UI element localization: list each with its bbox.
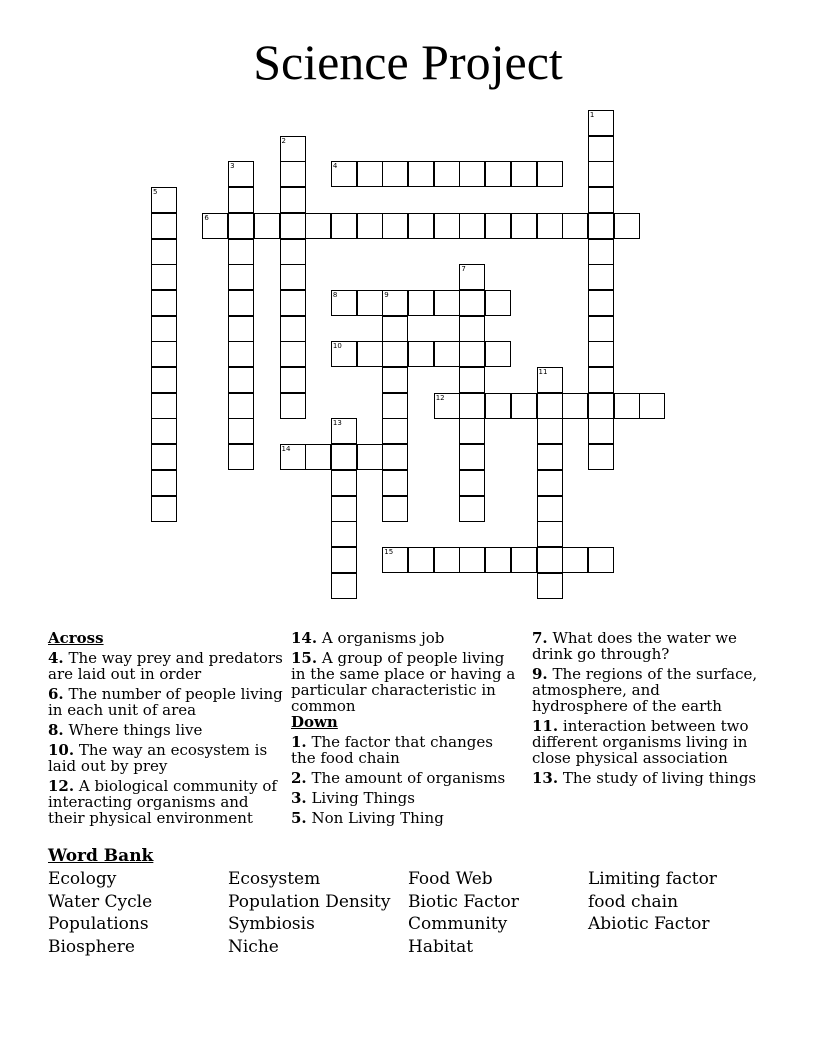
crossword-cell[interactable] [485, 213, 511, 239]
clue-number: 1 [589, 111, 595, 119]
across-clue-15: 15. A group of people living in the same place or having a particular characteristic in common [291, 649, 516, 715]
crossword-cell[interactable] [228, 418, 254, 444]
down-clue-1: 1. The factor that changes the food chain [291, 733, 493, 767]
clue-number: 11 [538, 368, 548, 376]
crossword-cell[interactable] [408, 161, 434, 187]
crossword-cell[interactable] [331, 573, 357, 599]
crossword-cell[interactable] [280, 213, 306, 239]
crossword-cell[interactable] [382, 316, 408, 342]
word-bank-item: Symbiosis [228, 914, 315, 935]
crossword-cell[interactable] [459, 213, 485, 239]
crossword-cell[interactable] [588, 444, 614, 470]
word-bank-item: Water Cycle [48, 891, 153, 912]
across-clue-6: 6. The number of people living in each unit of area [48, 685, 283, 719]
down-clue-13: 13. The study of living things [532, 769, 757, 787]
crossword-cell[interactable] [331, 341, 357, 367]
crossword-cell[interactable] [151, 367, 177, 393]
crossword-cell[interactable] [537, 367, 563, 393]
crossword-cell[interactable] [382, 290, 408, 316]
crossword-cell[interactable] [382, 547, 408, 573]
clue-number: 7 [461, 265, 466, 274]
clue-number: 14 [281, 445, 291, 454]
crossword-cell[interactable] [459, 367, 485, 393]
down-clue-9: 9. The regions of the surface, atmosphere, and hydrosphere of the earth [532, 665, 758, 715]
crossword-cell[interactable] [331, 496, 357, 522]
crossword-cell[interactable] [511, 161, 537, 187]
page-title: Science Project [253, 34, 563, 90]
crossword-cell[interactable] [588, 367, 614, 393]
crossword-cell[interactable] [254, 213, 280, 239]
crossword-cell[interactable] [537, 470, 563, 496]
clue-number: 3 [230, 162, 235, 171]
crossword-cell[interactable] [485, 161, 511, 187]
across-clue-14: 14. A organisms job [291, 629, 445, 647]
crossword-cell[interactable] [228, 239, 254, 265]
crossword-cell[interactable] [588, 161, 614, 187]
crossword-cell[interactable] [382, 444, 408, 470]
word-bank-heading: Word Bank [48, 846, 154, 866]
word-bank-item: Biosphere [48, 936, 135, 957]
crossword-cell[interactable] [280, 264, 306, 290]
crossword-cell[interactable] [588, 187, 614, 213]
clue-number: 6 [204, 213, 209, 222]
crossword-cell[interactable] [537, 573, 563, 599]
clues-column-3 [532, 630, 758, 786]
crossword-cell[interactable] [408, 547, 434, 573]
crossword-cell[interactable] [434, 213, 460, 239]
word-bank-item: Ecosystem [228, 869, 321, 889]
crossword-cell[interactable] [151, 264, 177, 290]
crossword-cell[interactable] [357, 161, 383, 187]
crossword-cell[interactable] [562, 213, 588, 239]
word-bank-item: Niche [228, 936, 279, 957]
crossword-cell[interactable] [537, 161, 563, 187]
crossword-cell[interactable] [434, 161, 460, 187]
clue-number: 10 [332, 342, 342, 351]
crossword-cell[interactable] [280, 239, 306, 265]
crossword-cell[interactable] [434, 393, 460, 419]
crossword-cell[interactable] [537, 393, 563, 419]
crossword-cell[interactable] [151, 341, 177, 367]
word-bank-item: Population Density [228, 891, 391, 912]
crossword-cell[interactable] [382, 367, 408, 393]
crossword-cell[interactable] [228, 290, 254, 316]
word-bank-item: Biotic Factor [408, 891, 519, 912]
crossword-cell[interactable] [588, 393, 614, 419]
word-bank-column-4 [588, 868, 717, 936]
crossword-cell[interactable] [511, 213, 537, 239]
word-bank-item: Limiting factor [588, 869, 717, 889]
word-bank-item: Food Web [408, 869, 493, 889]
crossword-cell[interactable] [588, 110, 614, 136]
crossword-cell[interactable] [434, 547, 460, 573]
crossword-cell[interactable] [331, 470, 357, 496]
crossword-cell[interactable] [280, 341, 306, 367]
crossword-cell[interactable] [485, 393, 511, 419]
crossword-cell[interactable] [408, 341, 434, 367]
crossword-cell[interactable] [562, 547, 588, 573]
across-clue-10: 10. The way an ecosystem is laid out by prey [48, 741, 268, 775]
crossword-cell[interactable] [202, 213, 228, 239]
crossword-cell[interactable] [280, 444, 306, 470]
crossword-cell[interactable] [151, 316, 177, 342]
crossword-cell[interactable] [537, 547, 563, 573]
clues-column-1 [48, 630, 284, 826]
crossword-cell[interactable] [588, 213, 614, 239]
crossword-cell[interactable] [151, 393, 177, 419]
crossword-cell[interactable] [331, 418, 357, 444]
crossword-cell[interactable] [485, 547, 511, 573]
word-bank-item: Abiotic Factor [588, 914, 710, 935]
crossword-cell[interactable] [562, 393, 588, 419]
crossword-cell[interactable] [280, 316, 306, 342]
word-bank-column-2 [228, 868, 390, 958]
crossword-cell[interactable] [305, 213, 331, 239]
crossword-cell[interactable] [459, 470, 485, 496]
crossword-cell[interactable] [357, 444, 383, 470]
clue-number: 9 [384, 290, 389, 299]
crossword-cell[interactable] [382, 213, 408, 239]
clue-number: 15 [384, 547, 394, 556]
word-bank-column-1 [48, 868, 152, 958]
crossword-cell[interactable] [588, 264, 614, 290]
word-bank-item: Community [408, 914, 508, 935]
crossword-cell[interactable] [485, 290, 511, 316]
clue-number: 2 [281, 136, 286, 145]
crossword-cell[interactable] [228, 367, 254, 393]
crossword-cell[interactable] [151, 239, 177, 265]
crossword-cell[interactable] [382, 161, 408, 187]
crossword-cell[interactable] [382, 496, 408, 522]
crossword-cell[interactable] [151, 213, 177, 239]
word-bank-item: Habitat [408, 936, 474, 957]
crossword-cell[interactable] [280, 367, 306, 393]
crossword-cell[interactable] [305, 444, 331, 470]
crossword-cell[interactable] [459, 444, 485, 470]
crossword-cell[interactable] [459, 290, 485, 316]
crossword-cell[interactable] [228, 187, 254, 213]
crossword-cell[interactable] [382, 470, 408, 496]
crossword-cell[interactable] [434, 290, 460, 316]
crossword-cell[interactable] [588, 547, 614, 573]
crossword-cell[interactable] [151, 418, 177, 444]
crossword-cell[interactable] [331, 547, 357, 573]
crossword-cell[interactable] [588, 418, 614, 444]
word-bank-item: Populations [48, 914, 149, 935]
crossword-cell[interactable] [485, 341, 511, 367]
crossword-cell[interactable] [151, 444, 177, 470]
crossword-cell[interactable] [537, 496, 563, 522]
crossword-cell[interactable] [511, 393, 537, 419]
crossword-cell[interactable] [228, 161, 254, 187]
crossword-cell[interactable] [511, 547, 537, 573]
crossword-cell[interactable] [228, 393, 254, 419]
crossword-cell[interactable] [382, 341, 408, 367]
across-clue-8: 8. Where things live [48, 721, 203, 739]
word-bank-item: Ecology [48, 869, 117, 889]
crossword-cell[interactable] [357, 341, 383, 367]
crossword-cell[interactable] [228, 444, 254, 470]
crossword-cell[interactable] [459, 264, 485, 290]
clue-number: 13 [332, 419, 342, 428]
crossword-cell[interactable] [382, 393, 408, 419]
crossword-cell[interactable] [459, 341, 485, 367]
crossword-cell[interactable] [434, 341, 460, 367]
clues-column-2 [291, 630, 519, 826]
crossword-cell[interactable] [151, 187, 177, 213]
crossword-cell[interactable] [280, 161, 306, 187]
down-clue-7: 7. What does the water we drink go through? [532, 629, 737, 663]
crossword-cell[interactable] [408, 290, 434, 316]
across-clue-4: 4. The way prey and predators are laid out in order [48, 649, 283, 683]
crossword-cell[interactable] [537, 213, 563, 239]
clue-number: 5 [153, 188, 158, 197]
crossword-cell[interactable] [537, 444, 563, 470]
crossword-cell[interactable] [459, 316, 485, 342]
crossword-cell[interactable] [588, 341, 614, 367]
crossword-cell[interactable] [588, 316, 614, 342]
crossword-cell[interactable] [614, 213, 640, 239]
across-clue-12: 12. A biological community of interacting organisms and their physical environment [48, 777, 277, 827]
crossword-cell[interactable] [228, 316, 254, 342]
down-clue-5: 5. Non Living Thing [291, 809, 444, 827]
crossword-cell[interactable] [459, 393, 485, 419]
crossword-cell[interactable] [280, 393, 306, 419]
crossword-cell[interactable] [331, 161, 357, 187]
word-bank-item: food chain [588, 891, 679, 912]
crossword-cell[interactable] [588, 136, 614, 162]
crossword-cell[interactable] [228, 264, 254, 290]
crossword-cell[interactable] [280, 136, 306, 162]
crossword-cell[interactable] [382, 418, 408, 444]
crossword-cell[interactable] [151, 470, 177, 496]
crossword-cell[interactable] [459, 418, 485, 444]
clue-number: 4 [332, 162, 338, 171]
crossword-cell[interactable] [639, 393, 665, 419]
crossword-cell[interactable] [357, 290, 383, 316]
clue-number: 12 [435, 393, 445, 402]
across-heading: Across [48, 629, 104, 647]
crossword-cell[interactable] [280, 290, 306, 316]
crossword-cell[interactable] [228, 341, 254, 367]
down-clue-3: 3. Living Things [291, 789, 415, 807]
down-heading: Down [291, 713, 338, 731]
crossword-cell[interactable] [357, 213, 383, 239]
crossword-cell[interactable] [588, 239, 614, 265]
crossword-cell[interactable] [331, 521, 357, 547]
crossword-cell[interactable] [331, 213, 357, 239]
crossword-cell[interactable] [151, 496, 177, 522]
crossword-cell[interactable] [459, 547, 485, 573]
crossword-cell[interactable] [588, 290, 614, 316]
clue-number: 8 [332, 290, 338, 299]
crossword-cell[interactable] [280, 187, 306, 213]
word-bank-column-3 [408, 868, 519, 958]
crossword-cell[interactable] [537, 418, 563, 444]
crossword-cell[interactable] [228, 213, 254, 239]
down-clue-11: 11. interaction between two different organisms living in close physical association [532, 717, 749, 767]
crossword-cell[interactable] [614, 393, 640, 419]
crossword-cell[interactable] [151, 290, 177, 316]
crossword-cell[interactable] [537, 521, 563, 547]
crossword-cell[interactable] [331, 290, 357, 316]
crossword-cell[interactable] [459, 496, 485, 522]
crossword-cell[interactable] [459, 161, 485, 187]
down-clue-2: 2. The amount of organisms [291, 769, 506, 787]
crossword-cell[interactable] [331, 444, 357, 470]
crossword-cell[interactable] [408, 213, 434, 239]
